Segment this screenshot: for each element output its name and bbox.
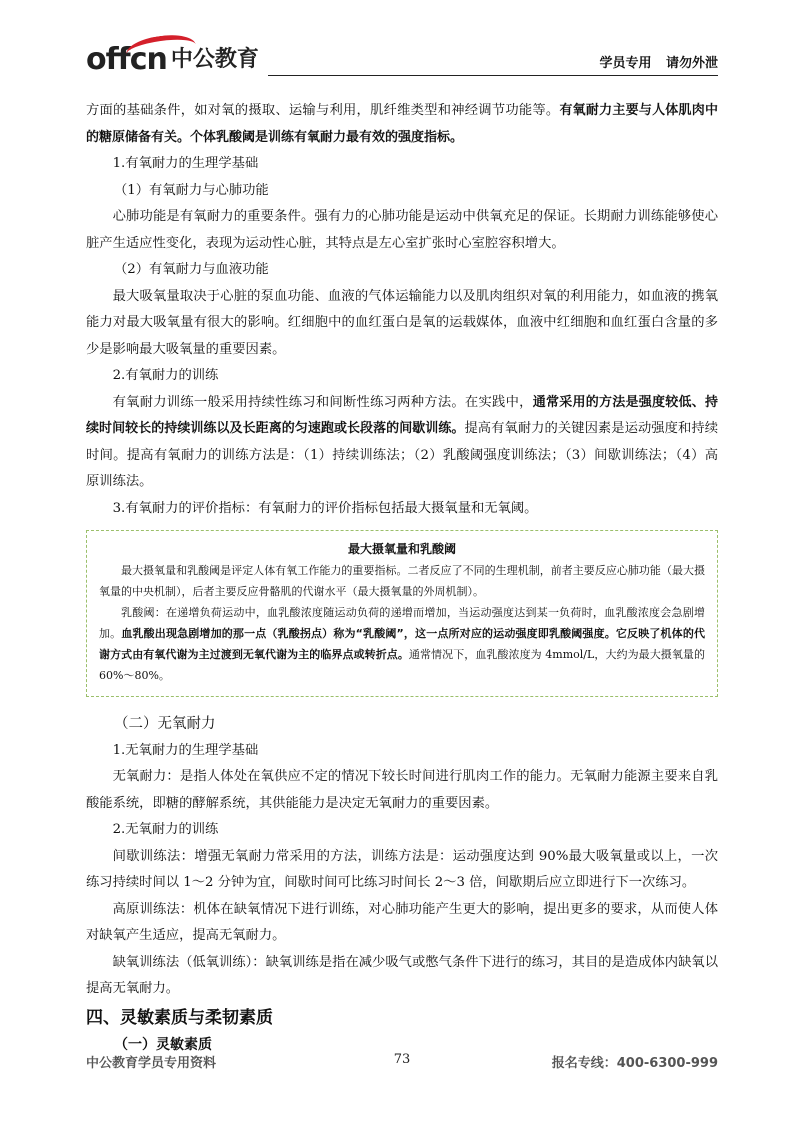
heading-agility: （一）灵敏素质: [114, 1036, 212, 1053]
training-bold-text: 通常采用的方法是强度较低、持续时间较长的持续训练以及长距离的匀速跑或长段落的间歇训练。: [86, 394, 718, 436]
page-content: [86, 98, 718, 1057]
training-text-c: 提高有氧耐力的关键因素是运动强度和持续时间。提高有氧耐力的训练方法是：（1）持续训练法；（2）乳酸阈强度训练法；（3）间歇训练法；（4）高原训练法。: [86, 421, 718, 489]
box-title: 最大摄氧量和乳酸阈: [347, 542, 456, 556]
paragraph-aerobic-training: [86, 390, 718, 496]
box-paragraph-1: 最大摄氧量和乳酸阈是评定人体有氧工作能力的重要指标。二者反应了不同的生理机制，前者主要反应心肺功能（最大摄氧量的中央机制），后者主要反应骨骼肌的代谢水平（最大摄氧量的外周机制）。: [99, 564, 705, 598]
box-paragraph-2: [99, 602, 705, 686]
paragraph-anaerobic-definition: 无氧耐力：是指人体处在氧供应不定的情况下较长时间进行肌肉工作的能力。无氧耐力能源主要来自乳酸能系统，即糖的酵解系统，其供能能力是决定无氧耐力的重要因素。: [86, 769, 718, 811]
heading-anaerobic: （二）无氧耐力: [114, 716, 216, 732]
page-number: 73: [393, 1052, 411, 1067]
heading-anaerobic-training: 2.无氧耐力的训练: [112, 822, 219, 837]
info-box-vo2max: [86, 530, 718, 697]
paragraph-hypoxic-training: 缺氧训练法（低氧训练）：缺氧训练是指在减少吸气或憋气条件下进行的练习，其目的是造成体内缺氧以提高无氧耐力。: [86, 954, 718, 996]
footer-hotline: 报名专线：400-6300-999: [551, 1056, 718, 1071]
heading-blood-function: （2）有氧耐力与血液功能: [114, 262, 269, 277]
page-header: [86, 38, 718, 78]
intro-bold-text: 有氧耐力主要与人体肌肉中的糖原储备有关。个体乳酸阈是训练有氧耐力最有效的强度指标。: [86, 103, 718, 145]
training-text-a: 有氧耐力训练一般采用持续性练习和间断性练习两种方法。在实践中，: [112, 394, 533, 410]
heading-anaerobic-basis: 1.无氧耐力的生理学基础: [112, 742, 259, 758]
box-bold-text: 血乳酸出现急剧增加的那一点（乳酸拐点）称为“乳酸阈”，这一点所对应的运动强度即乳酸阈强度。它反映了机体的代谢方式由有氧代谢为主过渡到无氧代谢为主的临界点或转折点。: [99, 627, 705, 661]
intro-text: 方面的基础条件，如对氧的摄取、运输与利用，肌纤维类型和神经调节功能等。: [86, 103, 560, 118]
box-text-c: 通常情况下，血乳酸浓度为 4mmol/L，大约为最大摄氧量的 60%～80%。: [99, 648, 705, 682]
logo-latin-text: offcn: [86, 42, 167, 77]
footer-left-label: 中公教育学员专用资料: [86, 1056, 217, 1071]
heading-aerobic-training: 2.有氧耐力的训练: [112, 368, 219, 383]
heading-aerobic-basis: 1.有氧耐力的生理学基础: [112, 156, 259, 171]
offcn-logo: [86, 38, 259, 78]
paragraph-intro: [86, 98, 718, 151]
header-confidential-label: 学员专用 请勿外泄: [599, 56, 718, 71]
page-footer: [86, 1052, 718, 1074]
paragraph-blood-function: 最大吸氧量取决于心脏的泵血功能、血液的气体运输能力以及肌肉组织对氧的利用能力，如血液的携氧能力对最大吸氧量有很大的影响。红细胞中的血红蛋白是氧的运载媒体，血液中红细胞和血红蛋白含量的多少是影响最大吸氧量的重要因素。: [86, 288, 718, 357]
paragraph-interval-training: 间歇训练法：增强无氧耐力常采用的方法，训练方法是：运动强度达到 90%最大吸氧量或以上，一次练习持续时间以 1～2 分钟为宜，间歇时间可比练习时间长 2～3 倍，间歇期后应立即进行下一次练习。: [86, 848, 718, 890]
logo-cn-text: 中公教育: [170, 47, 259, 72]
box-text-a: 乳酸阈：在递增负荷运动中，血乳酸浓度随运动负荷的递增而增加，当运动强度达到某一负荷时，血乳酸浓度会急剧增加。: [99, 606, 705, 640]
heading-cardiopulmonary: （1）有氧耐力与心肺功能: [114, 182, 269, 198]
heading-section-four: 四、灵敏素质与柔韧素质: [86, 1007, 273, 1028]
paragraph-evaluation: 3.有氧耐力的评价指标：有氧耐力的评价指标包括最大摄氧量和无氧阈。: [112, 500, 538, 516]
header-rule: [268, 75, 718, 76]
paragraph-altitude-training: 高原训练法：机体在缺氧情况下进行训练，对心肺功能产生更大的影响，提出更多的要求，从而使人体对缺氧产生适应，提高无氧耐力。: [86, 901, 718, 943]
paragraph-cardiopulmonary: 心肺功能是有氧耐力的重要条件。强有力的心肺功能是运动中供氧充足的保证。长期耐力训练能够使心脏产生适应性变化，表现为运动性心脏，其特点是左心室扩张时心室腔容积增大。: [86, 209, 718, 251]
